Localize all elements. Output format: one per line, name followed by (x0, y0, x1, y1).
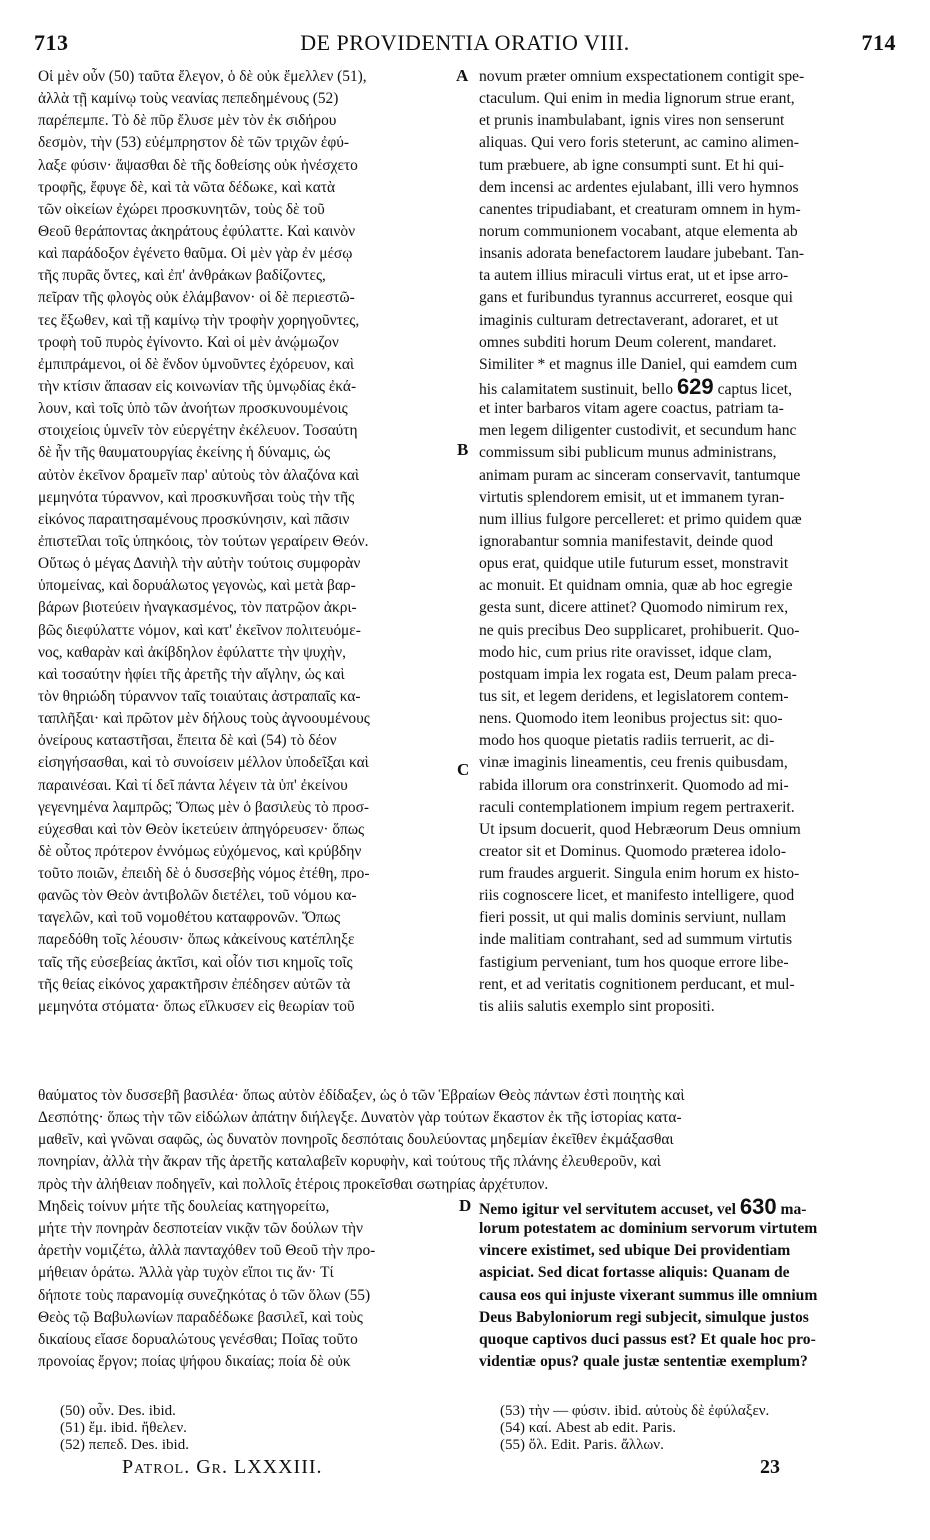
text-line: Deus Babyloniorum regi subjecit, simulque justos (479, 1308, 809, 1326)
text-line: et prunis inambulabant, ignis vires non senserunt (479, 112, 785, 130)
text-line: ταγελῶν, καὶ τοῦ νομοθέτου καταφρονῶν. Ὅπως (38, 909, 341, 927)
footnote: (55) ὅλ. Edit. Paris. ἄλλων. (500, 1437, 664, 1453)
text-line: vinæ imaginis lineamentis, ceu frenis quibusdam, (479, 754, 788, 772)
column-number-629: 629 (676, 373, 714, 399)
text-line: norum communionem vocabant, atque elementa ab (479, 222, 798, 240)
margin-marker-c: C (457, 760, 470, 779)
text-line: τες ἔξωθεν, καὶ τῇ καμίνῳ τὴν τροφὴν χορηγοῦντες, (38, 311, 360, 329)
text-line: εἰκόνος παραιτησαμένους προσκύνησιν, καὶ πᾶσιν (38, 510, 350, 528)
text-line: δήποτε τοὺς παρανομίᾳ συνεζηκότας ὁ τῶν ὅλων (55) (38, 1286, 371, 1304)
text-line: ta autem illius miraculi virtus erat, ut et ipse arro- (479, 267, 789, 285)
text-line: νος, καθαρὰν καὶ ἀκίβδηλον ἐφύλαττε τὴν ψυχὴν, (38, 643, 346, 661)
text-line: aliquas. Qui vero foris steterunt, ac camino alimen- (479, 134, 799, 152)
text-line: quoque captivos duci passus est? Et quale hoc pro- (479, 1330, 816, 1348)
text-line: fastigium perveniant, tum hos quoque errore libe- (479, 953, 789, 971)
text-line: τῶν οἰκείων ἐχώρει προσκυνητῶν, τοὺς δὲ τοῦ (38, 200, 325, 218)
text-line: inde malitiam contrahant, sed ad summum virtutis (479, 931, 793, 949)
footer-signature: 23 (760, 1456, 780, 1478)
text-fragment: Nemo igitur vel servitutem accuset, vel (479, 1201, 736, 1218)
text-line: ἀλλὰ τῇ καμίνῳ τοὺς νεανίας πεπεδημένους (52) (38, 90, 339, 108)
text-line: πρὸς τὴν ἀλήθειαν ποδηγεῖν, καὶ πολλοῖς ἑτέροις προκεῖσθαι σωτηρίας ἀρχέτυπον. (38, 1175, 549, 1193)
text-line: ἐπιστεῖλαι τοῖς ὑπηκόοις, τὸν τούτων γεραίρειν Θεόν. (38, 532, 369, 550)
text-line: τῆς θείας εἰκόνος χαρακτῆρσιν ἐπέδησεν αὐτῶν τὰ (38, 975, 351, 993)
text-line: fieri possit, ut qui malis dominis serviunt, nullam (479, 909, 787, 927)
text-line: βῶς διεφύλαττε νόμον, καὶ κατ' ἐκεῖνον πολιτευόμε- (38, 621, 361, 639)
footnotes-left (60, 1403, 189, 1454)
text-line: προνοίας ἔργον; ποίας ψήφου δικαίας; ποία δὲ οὐκ (38, 1352, 351, 1370)
text-line: βάρων βιοτεύειν ἠναγκασμένος, τὸν πατρῷον ἀκρι- (38, 599, 357, 617)
text-line: τῆς πυρᾶς ὄντες, καὶ ἐπ' ἀνθράκων βαδίζοντες, (38, 267, 326, 285)
text-line: dem incensi ac ardentes ejulabant, illi vero hymnos (479, 178, 799, 196)
text-line: tis aliis salutis exemplo sint propositi. (479, 997, 715, 1015)
text-line: Οἱ μὲν οὖν (50) ταῦτα ἔλεγον, ὁ δὲ οὐκ ἔμελλεν (51), (38, 68, 367, 85)
text-line: modo hos quoque pietatis radiis terruerit, ac di- (479, 732, 775, 750)
text-line: Δεσπότης· ὅπως τὴν τῶν εἰδώλων ἀπάτην διήλεγξε. Δυνατὸν γὰρ τούτων ἕκαστον ἐκ τῆς ἱστορίας κατα- (38, 1109, 682, 1127)
text-line: τοῦτο ποιῶν, ἐπειδὴ δὲ ὁ δυσσεβὴς νόμος ἐτέθη, προ- (38, 865, 370, 883)
text-line: παρέπεμπε. Τὸ δὲ πῦρ ἔλυσε μὲν τὸν ἐκ σιδήρου (38, 112, 337, 130)
text-line: ὀνείρους καταστῆσαι, ἔπειτα δὲ καὶ (54) τὸ δέον (38, 732, 337, 750)
text-line: παραινέσαι. Καὶ τί δεῖ πάντα λέγειν τὰ ὑπ' ἐκείνου (38, 776, 348, 794)
text-line: num illius fulgore percelleret: et primo quidem quæ (479, 510, 802, 528)
page-number-right: 714 (861, 30, 896, 55)
page-number-left: 713 (34, 30, 69, 55)
text-line: δὲ ἦν τῆς θαυματουργίας ἐκείνης ἡ δύναμις, ὡς (38, 444, 331, 462)
text-line (479, 1196, 897, 1218)
text-line: omnes subditi horum Deum colerent, mandaret. (479, 333, 777, 351)
text-fragment: his calamitatem sustinuit, bello (479, 380, 674, 398)
text-line: modo hic, cum prius rite oravisset, idque clam, (479, 643, 772, 661)
full-width-text (38, 1085, 898, 1196)
text-line: gesta sunt, dicere attinet? Quomodo nimirum rex, (479, 599, 789, 617)
text-line: commissum sibi publicum munus administrans, (479, 444, 777, 462)
footer-series: Patrol. Gr. LXXXIII. (122, 1456, 323, 1478)
text-line: δεσμὸν, τὴν (53) εὐέμπρηστον δὲ τῶν τριχῶν ἐφύ- (38, 134, 349, 152)
text-line: videntiæ opus? quale justæ sententiæ exemplum? (479, 1352, 808, 1370)
text-line: ac monuit. Et quidnam omnia, quæ ab hoc egregie (479, 577, 793, 595)
running-header (34, 30, 896, 58)
text-line: παρεδόθη τοῖς λέουσιν· ὅπως κἀκείνους κατέπληξε (38, 931, 355, 949)
margin-marker-d: D (459, 1196, 472, 1215)
text-line: ἀρετὴν νομιζέτω, ἀλλὰ πανταχόθεν τοῦ Θεοῦ τὴν προ- (38, 1242, 376, 1260)
text-line: μεμηνότα τύραννον, καὶ προσκυνῆσαι τοὺς τὴν τῆς (38, 488, 355, 506)
footnotes-right (500, 1403, 769, 1454)
text-line: Θεὸς τῷ Βαβυλωνίων παραδέδωκε βασιλεῖ, καὶ τοὺς (38, 1308, 363, 1326)
text-line: tum præbuere, ab igne consumpti sunt. Et hi qui- (479, 156, 784, 174)
margin-marker-a: A (456, 66, 469, 85)
text-line: μήθειαν ὁράτω. Ἀλλὰ γὰρ τυχὸν εἴποι τις ἄν· Τί (38, 1264, 334, 1282)
text-line: raculi contemplationem impium regem pertraxerit. (479, 798, 795, 816)
text-line: μήτε τὴν πονηρὰν δεσποτείαν νικᾷν τῶν δούλων τὴν (38, 1220, 363, 1238)
text-line: insanis adorata benefactorem laudare jubebant. Tan- (479, 245, 805, 263)
text-line: riis cognoscere licet, et manifesto intelligere, quod (479, 887, 795, 905)
text-line: animam puram ac sinceram conservavit, tantumque (479, 466, 801, 484)
footnote: (50) οὖν. Des. ibid. (60, 1403, 176, 1419)
text-line: Μηδεὶς τοίνυν μήτε τῆς δουλείας κατηγορείτω, (38, 1198, 330, 1215)
text-line: Θεοῦ θεράποντας ἀκηράτους ἐφύλαττε. Καὶ καινὸν (38, 222, 356, 240)
text-fragment: captus licet, (717, 380, 793, 398)
text-line: postquam impia lex rogata est, Deum palam preca- (479, 665, 797, 683)
text-line: lorum potestatem ac dominium servorum virtutem (479, 1220, 818, 1238)
text-line: novum præter omnium exspectationem contigit spe- (479, 68, 805, 85)
text-line: καὶ παράδοξον ἐγένετο θαῦμα. Οἱ μὲν γὰρ ἐν μέσῳ (38, 245, 353, 263)
running-title: DE PROVIDENTIA ORATIO VIII. (300, 30, 630, 55)
footnote: (52) πεπεδ. Des. ibid. (60, 1437, 189, 1453)
latin-column (479, 66, 897, 1018)
greek-column-2 (38, 1196, 453, 1373)
text-line: virtutis splendorem emisit, ut et immanem tyran- (479, 488, 785, 506)
text-line: ταῖς τῆς εὐσεβείας ἀκτῖσι, καὶ οἷόν τισι κημοῖς τοῖς (38, 953, 353, 971)
footnote: (53) τὴν — φύσιν. ibid. αὐτοὺς δὲ ἐφύλαξεν. (500, 1403, 770, 1419)
column-number-630: 630 (739, 1194, 777, 1219)
text-line: imaginis culturam detrectaverant, adoraret, et ut (479, 311, 779, 329)
text-line: καὶ τοσαύτην ἠφίει τῆς ἀρετῆς τὴν αἴγλην, ὡς καὶ (38, 665, 345, 683)
text-line: ne quis precibus Deo supplicaret, prohibuerit. Quo- (479, 621, 800, 639)
text-line: γεγενημένα λαμπρῶς; Ὅπως μὲν ὁ βασιλεὺς τὸ προσ- (38, 798, 370, 816)
text-line: δὲ οὗτος πρότερον ἐννόμως εὐχόμενος, καὶ κρύβδην (38, 842, 362, 860)
text-line: Οὕτως ὁ μέγας Δανιὴλ τὴν αὐτὴν τούτοις συμφορὰν (38, 555, 361, 573)
text-line: εἰσηγήσασθαι, καὶ τὸ συνοίσειν μέλλον ὑποδεῖξαι καὶ (38, 754, 369, 772)
text-line: vincere existimet, sed ubique Dei providentiam (479, 1242, 791, 1260)
margin-marker-b: B (457, 440, 469, 459)
text-line: τροφὴ τοῦ πυρὸς ἐγίνοντο. Καὶ οἱ μὲν ἀνῴμωζον (38, 333, 339, 351)
text-line: ταπλῆξαι· καὶ πρῶτον μὲν δήλους τοὺς ἀγνοουμένους (38, 710, 370, 728)
text-line: τὸν θηριώδη τύραννον ταῖς τοιαύταις ἀστραπαῖς κα- (38, 687, 361, 705)
text-line: ctaculum. Qui enim in media lignorum strue erant, (479, 90, 795, 108)
text-line: aspiciat. Sed dicat fortasse aliquis: Quanam de (479, 1264, 790, 1282)
text-line: δικαίους εἴασε δορυαλώτους γενέσθαι; Ποῖας τοῦτο (38, 1330, 358, 1348)
text-line: πονηρίαν, ἀλλὰ τὴν ἄκραν τῆς ἀρετῆς καταλαβεῖν κορυφὴν, καὶ τούτους τῆς πλάνης ἐλευθεροῦν, καὶ (38, 1153, 661, 1171)
text-line: tus sit, et legem deridens, et legislatorem contem- (479, 687, 789, 705)
text-line: φανῶς τὸν Θεὸν ἀντιβολῶν διετέλει, τοῦ νόμου κα- (38, 887, 357, 905)
text-line: πεῖραν τῆς φλογὸς οὐκ ἐλάμβανον· οἱ δὲ περιεστῶ- (38, 289, 355, 307)
text-line: causa eos qui injuste vixerant summus ille omnium (479, 1286, 818, 1304)
text-line: αὐτὸν ἐκεῖνον δραμεῖν παρ' αὐτοὺς τὸν ἀλαζόνα καὶ (38, 466, 360, 484)
text-line: τὴν κτίσιν ἅπασαν εἰς κοινωνίαν τῆς ὑμνῳδίας ἐκά- (38, 377, 357, 395)
greek-column (38, 66, 453, 1018)
text-line: creator sit et Dominus. Quomodo præterea idolo- (479, 842, 787, 860)
text-line: εύχεσθαι καὶ τὸν Θεὸν ἱκετεύειν ἀπηγόρευσεν· ὅπως (38, 820, 365, 838)
text-line (479, 373, 897, 399)
text-line: ὑπομείνας, καὶ δορυάλωτος γεγονὼς, καὶ μετὰ βαρ- (38, 577, 356, 595)
text-line: gans et furibundus tyrannus accurreret, eosque qui (479, 289, 793, 307)
footnote: (51) ἔμ. ibid. ἤθελεν. (60, 1420, 187, 1436)
footnote: (54) καί. Abest ab edit. Paris. (500, 1420, 676, 1436)
text-line: rabida illorum ora constrinxerit. Quomodo ad mi- (479, 776, 789, 794)
text-line: ignorabantur somnia manifestavit, deinde quod (479, 532, 774, 550)
text-line: μεμηνότα στόματα· ὅπως εἵλκυσεν εἰς θεωρίαν τοῦ (38, 997, 355, 1015)
text-line: ἐμπιπράμενοι, οἱ δὲ ἔνδον ὑμνοῦντες ἐχόρευον, καὶ (38, 355, 355, 373)
text-line: λαξε φύσιν· ἅψασθαι δὲ τῆς δοθείσης οὐκ ἠνέσχετο (38, 156, 358, 174)
text-line: Ut ipsum docuerit, quod Hebræorum Deus omnium (479, 820, 801, 838)
text-line: στοιχείοις ὑμνεῖν τὸν εὐεργέτην ἐκέλευον. Τοσαύτη (38, 422, 358, 440)
text-line: λουν, καὶ τοῖς ὑπὸ τῶν ἀνοήτων προσκυνουμένοις (38, 400, 348, 418)
text-line: τροφῆς, ἔφυγε δὲ, καὶ τὰ νῶτα δέδωκε, καὶ κατὰ (38, 178, 336, 196)
text-line: nens. Quomodo item leonibus projectus sit: quo- (479, 710, 783, 728)
text-line: canentes tripudiabant, et creaturam omnem in hym- (479, 200, 801, 218)
text-line: Similiter * et magnus ille Daniel, qui eamdem cum (479, 355, 798, 373)
text-line: et inter barbaros vitam agere coactus, patriam ta- (479, 400, 784, 418)
text-line: rum fraudes arguerit. Singula enim horum ex histo- (479, 865, 800, 883)
text-line: μαθεῖν, καὶ γνῶναι σαφῶς, ὡς δυνατὸν πονηροῖς δεσπόταις δουλεύοντας μηδεμίαν ἐκεῖθεν ἐκμάξασθαι (38, 1131, 674, 1149)
text-line: rent, et ad veritatis cognitionem perducant, et mul- (479, 975, 795, 993)
text-fragment: ma- (780, 1201, 807, 1218)
text-line: opus erat, quidque utile futurum esset, monstravit (479, 555, 789, 573)
text-line: θαύματος τὸν δυσσεβῆ βασιλέα· ὅπως αὐτὸν ἐδίδαξεν, ὡς ὁ τῶν Ἑβραίων Θεὸς πάντων ἐστὶ ποιητὴς καὶ (38, 1087, 685, 1104)
text-line: men legem diligenter custodivit, et secundum hanc (479, 422, 797, 440)
latin-column-2 (479, 1196, 897, 1373)
